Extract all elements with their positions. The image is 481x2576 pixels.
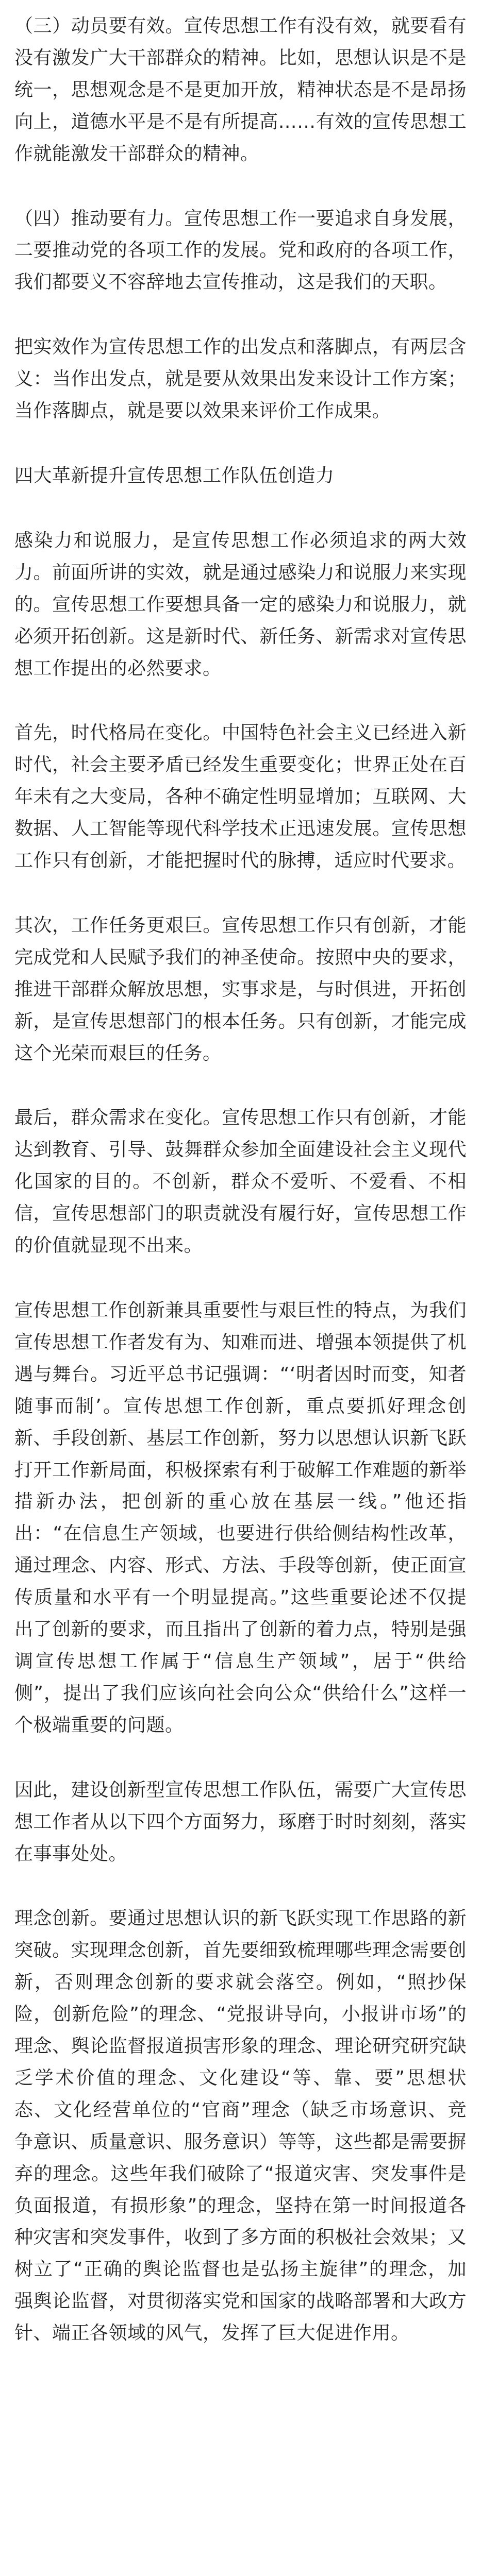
paragraph-tasks: 其次，工作任务更艰巨。宣传思想工作只有创新，才能完成党和人民赋予我们的神圣使命。按照中央的要求，推进干部群众解放思想，实事求是，与时俱进，开拓创新，是宣传思想部门的根本任务。只有创新，才能完成这个光荣而艰巨的任务。: [14, 914, 467, 1064]
paragraph-public-demand: 最后，群众需求在变化。宣传思想工作只有创新，才能达到教育、引导、鼓舞群众参加全面建设社会主义现代化国家的目的。不创新，群众不爱听、不爱看、不相信，宣传思想部门的职责就没有履行好，宣传思想工作的价值就显现不出来。: [14, 1107, 467, 1257]
paragraph-concept-innovation: 理念创新。要通过思想认识的新飞跃实现工作思路的新突破。实现理念创新，首先要细致梳理哪些理念需要创新，否则理念创新的要求就会落空。例如，“照抄保险，创新危险”的理念、“党报讲导向，小报讲市场”的理念、舆论监督报道损害形象的理念、理论研究研究缺乏学术价值的理念、文化建设“等、靠、要”思想状态、文化经营单位的“官商”理念（缺乏市场意识、竞争意识、质量意识、服务意识）等等，这些都是需要摒弃的理念。这些年我们破除了“报道灾害、突发事件是负面报道，有损形象”的理念，坚持在第一时间报道各种灾害和突发事件，收到了多方面的积极社会效果；又树立了“正确的舆论监督也是弘扬主旋律”的理念，加强舆论监督，对贯彻落实党和国家的战略部署和大政方针、端正各领域的风气，发挥了巨大促进作用。: [14, 1908, 467, 2344]
paragraph-innovation: 宣传思想工作创新兼具重要性与艰巨性的特点，为我们宣传思想工作者发有为、知难而进、增强本领提供了机遇与舞台。习近平总书记强调：“‘明者因时而变，知者随事而制’。宣传思想工作创新，重点要抓好理念创新、手段创新、基层工作创新，努力以思想认识新飞跃打开工作新局面，积极探索有利于破解工作难题的新举措新办法，把创新的重心放在基层一线。”他还指出：“在信息生产领域，也要进行供给侧结构性改革，通过理念、内容、形式、方法、手段等创新，使正面宣传质量和水平有一个明显提高。”这些重要论述不仅提出了创新的要求，而且指出了创新的着力点，特别是强调宣传思想工作属于“信息生产领域”，居于“供给侧”，提出了我们应该向社会向公众“供给什么”这样一个极端重要的问题。: [14, 1300, 467, 1736]
paragraph-conclusion: 因此，建设创新型宣传思想工作队伍，需要广大宣传思想工作者从以下四个方面努力，琢磨于时时刻刻，落实在事事处处。: [14, 1779, 467, 1865]
paragraph-times: 首先，时代格局在变化。中国特色社会主义已经进入新时代，社会主要矛盾已经发生重要变化；世界正处在百年未有之大变局，各种不确定性明显增加；互联网、大数据、人工智能等现代科学技术正迅速发展。宣传思想工作只有创新，才能把握时代的脉搏，适应时代要求。: [14, 722, 467, 872]
paragraph-appeal: 感染力和说服力，是宣传思想工作必须追求的两大效力。前面所讲的实效，就是通过感染力和说服力来实现的。宣传思想工作要想具备一定的感染力和说服力，就必须开拓创新。这是新时代、新任务、新需求对宣传思想工作提出的必然要求。: [14, 530, 467, 679]
paragraph-promotion: （四）推动要有力。宣传思想工作一要追求自身发展，二要推动党的各项工作的发展。党和政府的各项工作，我们都要义不容辞地去宣传推动，这是我们的天职。: [14, 208, 467, 293]
paragraph-effectiveness: 把实效作为宣传思想工作的出发点和落脚点，有两层含义：当作出发点，就是要从效果出发来设计工作方案；当作落脚点，就是要以效果来评价工作成果。: [14, 336, 467, 422]
article-body: [14, 10, 467, 2349]
paragraph-mobilization: （三）动员要有效。宣传思想工作有没有效，就要看有没有激发广大干部群众的精神。比如，思想认识是不是统一，思想观念是不是更加开放，精神状态是不是昂扬向上，道德水平是不是有所提高……有效的宣传思想工作就能激发干部群众的精神。: [14, 15, 467, 164]
section-heading: 四大革新提升宣传思想工作队伍创造力: [14, 465, 335, 486]
